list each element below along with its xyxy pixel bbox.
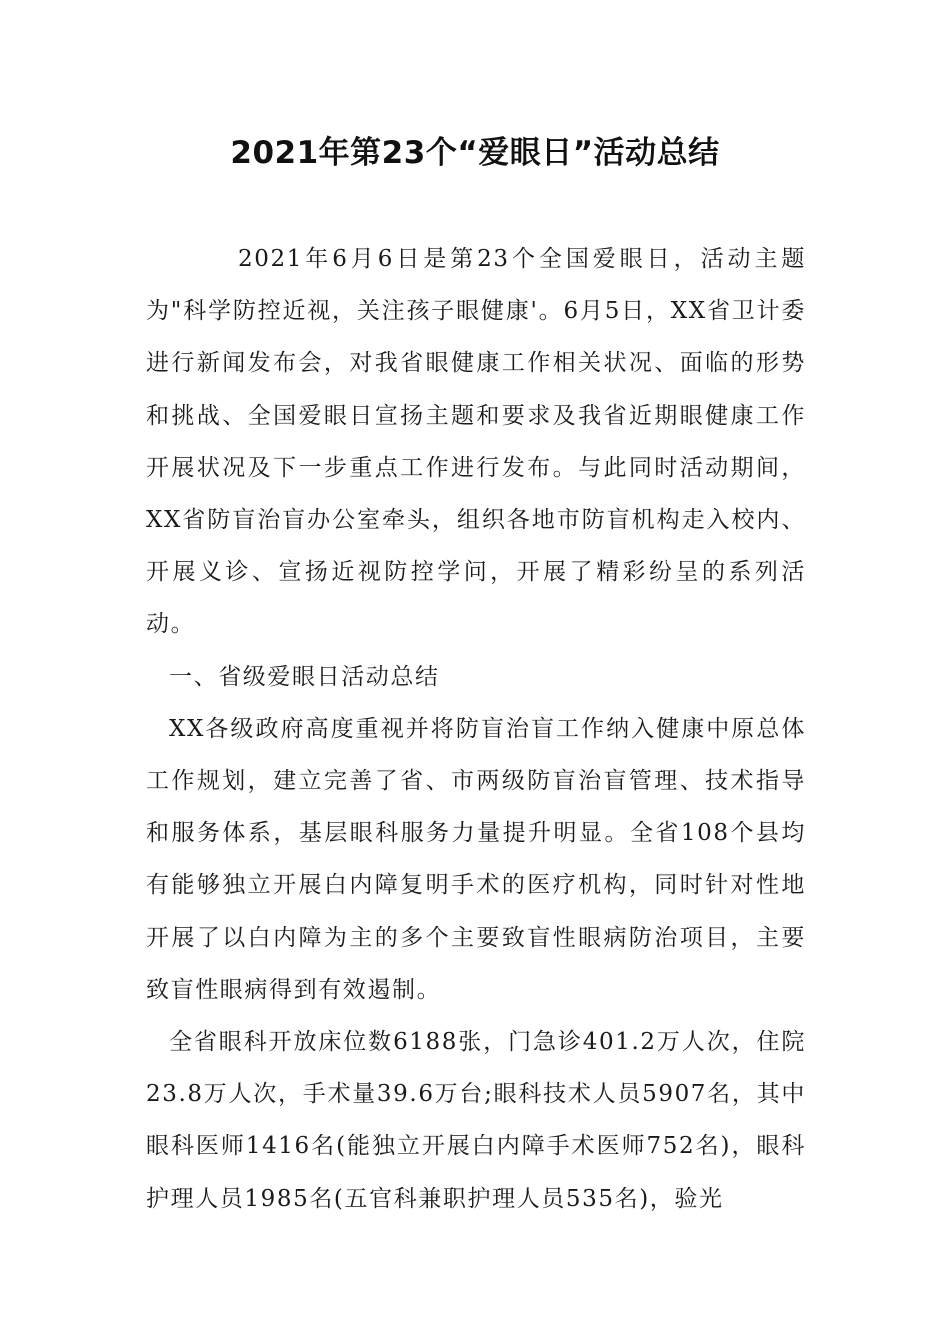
paragraph-statistics: 全省眼科开放床位数6188张，门急诊401.2万人次，住院23.8万人次，手术量39.6万台;眼科技术人员5907名，其中眼科医师1416名(能独立开展白内障手术医师752名)，眼科护理人员1985名(五官科兼职护理人员535名)，验光 — [146, 1029, 806, 1212]
document-title: 2021年第23个“爱眼日”活动总结 — [230, 135, 720, 171]
document-body — [146, 233, 806, 1225]
paragraph-intro: 2021年6月6日是第23个全国爱眼日，活动主题为"科学防控近视，关注孩子眼健康'。6月5日，XX省卫计委进行新闻发布会，对我省眼健康工作相关状况、面临的形势和挑战、全国爱眼日宣扬主题和要求及我省近期眼健康工作开展状况及下一步重点工作进行发布。与此同时活动期间，XX省防盲治盲办公室牵头，组织各地市防盲机构走入校内、开展义诊、宣扬近视防控学问，开展了精彩纷呈的系列活动。 — [146, 246, 806, 638]
paragraph-section-1: XX各级政府高度重视并将防盲治盲工作纳入健康中原总体工作规划，建立完善了省、市两级防盲治盲管理、技术指导和服务体系，基层眼科服务力量提升明显。全省108个县均有能够独立开展白内障复明手术的医疗机构，同时针对性地开展了以白内障为主的多个主要致盲性眼病防治项目，主要致盲性眼病得到有效遏制。 — [146, 715, 806, 1003]
section-heading-1: 一、省级爱眼日活动总结 — [169, 663, 440, 690]
